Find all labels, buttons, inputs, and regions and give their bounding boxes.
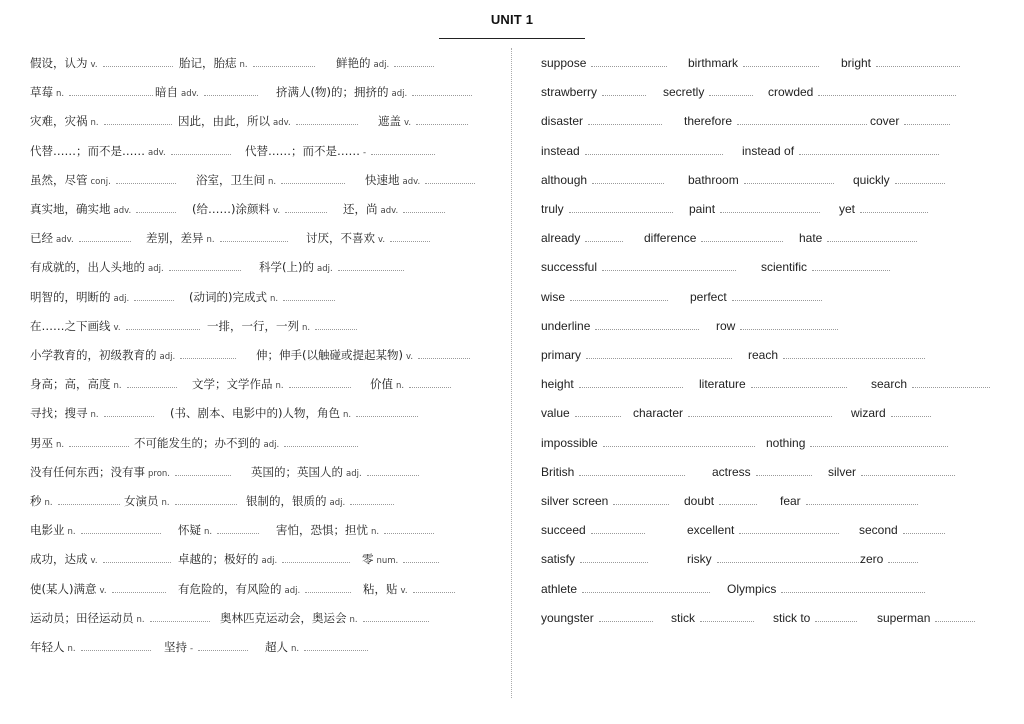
answer-blank[interactable] [586, 346, 732, 359]
answer-blank[interactable] [732, 288, 822, 301]
chinese-meaning: 小学教育的，初级教育的 [30, 348, 157, 362]
english-entry [687, 519, 839, 539]
answer-blank[interactable] [570, 288, 668, 301]
english-word: superman [877, 610, 931, 625]
part-of-speech: adj. [391, 89, 408, 100]
english-word: secretly [663, 85, 705, 100]
part-of-speech: adj. [113, 293, 130, 304]
chinese-meaning: 一排，一行，一列 [207, 318, 299, 333]
answer-blank[interactable] [595, 317, 699, 330]
english-row [0, 607, 1024, 627]
english-entry [541, 227, 623, 247]
answer-blank[interactable] [569, 200, 673, 213]
chinese-meaning: 已经 [30, 231, 53, 246]
english-word: risky [687, 552, 712, 567]
english-word: cover [870, 114, 900, 129]
english-word: primary [541, 348, 582, 362]
part-of-speech: n. [204, 527, 213, 538]
english-word: Olympics [727, 581, 777, 596]
chinese-meaning: 奥林匹克运动会，奥运会 [220, 610, 347, 625]
chinese-meaning: 虽然，尽管 [30, 172, 88, 187]
part-of-speech: n. [44, 498, 53, 508]
english-entry [541, 548, 648, 568]
english-entry [761, 256, 890, 276]
title-underline [439, 38, 585, 39]
answer-blank[interactable] [602, 258, 736, 271]
chinese-meaning: 秒 [30, 494, 42, 508]
chinese-meaning: 没有任何东西；没有事 [30, 464, 145, 479]
answer-blank[interactable] [603, 434, 755, 447]
answer-blank[interactable] [935, 609, 975, 622]
part-of-speech: adj. [329, 498, 346, 508]
answer-blank[interactable] [585, 229, 623, 242]
part-of-speech: conj. [90, 176, 111, 187]
answer-blank[interactable] [815, 609, 857, 622]
chinese-meaning: 因此，由此，所以 [178, 114, 270, 129]
english-word: impossible [541, 435, 598, 450]
chinese-meaning: 害怕，恐惧；担忧 [276, 523, 368, 538]
part-of-speech: adj. [159, 352, 176, 362]
part-of-speech: adv. [56, 235, 74, 246]
english-entry [716, 315, 838, 335]
english-entry [541, 110, 662, 130]
english-word: instead [541, 143, 580, 158]
answer-blank[interactable] [783, 346, 925, 359]
answer-blank[interactable] [912, 375, 990, 388]
part-of-speech: n. [90, 410, 99, 421]
english-entry [828, 461, 955, 481]
part-of-speech: adv. [148, 147, 166, 158]
answer-blank[interactable] [740, 317, 838, 330]
answer-blank[interactable] [806, 492, 918, 505]
chinese-meaning: 零 [362, 552, 374, 567]
english-word: disaster [541, 114, 584, 129]
part-of-speech: - [363, 147, 367, 158]
english-entry [541, 490, 669, 510]
chinese-meaning: 卓越的；极好的 [178, 552, 259, 567]
english-word: bathroom [688, 172, 739, 187]
chinese-meaning: 挤满人(物)的；拥挤的 [276, 85, 389, 100]
part-of-speech: adv. [380, 206, 399, 216]
english-word: stick [671, 610, 695, 625]
english-word: birthmark [688, 56, 739, 70]
answer-blank[interactable] [613, 492, 669, 505]
english-entry [541, 373, 683, 393]
english-word: actress [712, 464, 751, 479]
english-entry [839, 198, 928, 218]
english-row [0, 402, 1024, 422]
part-of-speech: pron. [148, 468, 170, 479]
english-word: stick to [773, 610, 811, 625]
chinese-meaning: 女演员 [124, 494, 159, 508]
english-word: height [541, 377, 574, 392]
part-of-speech: n. [268, 176, 277, 187]
english-entry [541, 315, 699, 335]
english-entry [541, 344, 732, 364]
english-entry [727, 578, 925, 598]
part-of-speech: num. [376, 556, 399, 567]
chinese-meaning: 草莓 [30, 85, 53, 100]
part-of-speech: n. [161, 498, 170, 508]
answer-blank[interactable] [579, 463, 685, 476]
answer-blank[interactable] [861, 463, 955, 476]
english-entry [687, 548, 863, 568]
answer-blank[interactable] [751, 375, 847, 388]
answer-blank[interactable] [743, 54, 819, 67]
english-entry [671, 607, 754, 627]
answer-blank[interactable] [81, 638, 151, 651]
answer-blank[interactable] [904, 112, 950, 125]
english-entry [748, 344, 925, 364]
english-entry [541, 169, 664, 189]
english-entry [768, 81, 956, 101]
english-row [0, 198, 1024, 218]
english-row [0, 432, 1024, 452]
chinese-meaning: 科学(上)的 [259, 260, 314, 275]
english-word: hate [799, 231, 823, 246]
answer-blank[interactable] [737, 112, 867, 125]
chinese-meaning: 真实地，确实地 [30, 202, 111, 216]
english-entry [644, 227, 783, 247]
answer-blank[interactable] [799, 142, 939, 155]
english-word: row [716, 318, 736, 333]
english-entry [841, 52, 960, 72]
english-row [0, 315, 1024, 335]
chinese-meaning: (动词的)完成式 [189, 289, 267, 304]
english-row [0, 373, 1024, 393]
english-word: successful [541, 260, 598, 275]
part-of-speech: n. [56, 439, 65, 450]
english-entry [799, 227, 917, 247]
english-entry [541, 256, 736, 276]
english-entry [853, 169, 945, 189]
chinese-meaning: 差别，差异 [146, 231, 204, 246]
english-entry [860, 548, 918, 568]
part-of-speech: v. [405, 352, 414, 362]
english-entry [541, 519, 645, 539]
english-word: perfect [690, 289, 727, 304]
chinese-meaning: 还，尚 [343, 202, 378, 216]
english-entry [780, 490, 918, 510]
part-of-speech: adj. [263, 439, 280, 450]
chinese-meaning: 讨厌，不喜欢 [306, 231, 375, 246]
answer-blank[interactable] [582, 580, 710, 593]
answer-blank[interactable] [688, 404, 832, 417]
chinese-entry [30, 636, 151, 656]
part-of-speech: n. [67, 527, 76, 538]
english-word: instead of [742, 143, 795, 158]
chinese-meaning: 电影业 [30, 523, 65, 538]
english-word: already [541, 231, 581, 246]
answer-blank[interactable] [781, 580, 925, 593]
english-word: succeed [541, 523, 586, 538]
chinese-meaning: (书、剧本、电影中的)人物，角色 [170, 406, 340, 421]
chinese-meaning: 文学；文学作品 [192, 377, 273, 392]
part-of-speech: n. [67, 644, 76, 654]
english-word: truly [541, 202, 564, 216]
chinese-meaning: 鲜艳的 [336, 56, 371, 70]
english-entry [541, 52, 667, 72]
answer-blank[interactable] [591, 54, 667, 67]
part-of-speech: n. [206, 235, 215, 246]
part-of-speech: n. [371, 527, 380, 538]
english-word: underline [541, 318, 591, 333]
chinese-meaning: 胎记，胎痣 [179, 56, 237, 70]
english-entry [541, 198, 673, 218]
english-entry [742, 140, 939, 160]
part-of-speech: adj. [284, 585, 301, 596]
chinese-entry [265, 636, 368, 656]
english-word: silver screen [541, 494, 609, 508]
english-word: paint [689, 202, 716, 216]
answer-blank[interactable] [575, 404, 621, 417]
english-row [0, 256, 1024, 276]
english-row [0, 81, 1024, 101]
part-of-speech: n. [239, 60, 248, 70]
chinese-meaning: 不可能发生的；办不到的 [134, 435, 261, 450]
page-title: UNIT 1 [490, 12, 534, 27]
english-entry [541, 140, 723, 160]
answer-blank[interactable] [744, 171, 834, 184]
english-entry [766, 432, 948, 452]
english-entry [684, 110, 867, 130]
chinese-meaning: 价值 [370, 377, 393, 392]
answer-blank[interactable] [810, 434, 948, 447]
english-entry [541, 461, 685, 481]
chinese-meaning: 运动员；田径运动员 [30, 610, 134, 625]
answer-blank[interactable] [580, 550, 648, 563]
english-row [0, 52, 1024, 72]
english-row [0, 490, 1024, 510]
part-of-speech: n. [302, 322, 311, 333]
answer-blank[interactable] [903, 521, 945, 534]
english-entry [773, 607, 857, 627]
english-word: quickly [853, 172, 890, 187]
part-of-speech: adv. [402, 176, 421, 187]
english-word: British [541, 464, 575, 479]
answer-blank[interactable] [585, 142, 723, 155]
english-entry [541, 286, 668, 306]
part-of-speech: adj. [148, 264, 164, 275]
english-word: scientific [761, 260, 808, 275]
answer-blank[interactable] [602, 83, 646, 96]
english-word: athlete [541, 581, 578, 596]
english-word: excellent [687, 523, 735, 538]
chinese-meaning: 明智的，明断的 [30, 289, 111, 304]
answer-blank[interactable] [812, 258, 890, 271]
english-word: yet [839, 202, 856, 216]
english-entry [689, 198, 820, 218]
english-row [0, 227, 1024, 247]
chinese-meaning: (给……)涂颜料 [192, 202, 270, 216]
english-word: value [541, 406, 570, 421]
answer-blank[interactable] [579, 375, 683, 388]
english-row [0, 344, 1024, 364]
english-word: difference [644, 231, 697, 246]
english-word: wise [541, 289, 566, 304]
english-word: second [859, 523, 898, 538]
english-row [0, 140, 1024, 160]
english-entry [541, 81, 646, 101]
english-entry [633, 402, 832, 422]
english-entry [877, 607, 975, 627]
answer-blank[interactable] [818, 83, 956, 96]
answer-blank[interactable] [599, 609, 653, 622]
english-entry [712, 461, 812, 481]
english-word: literature [699, 377, 746, 392]
english-word: bright [841, 56, 872, 70]
english-word: satisfy [541, 552, 576, 567]
chinese-meaning: 有成就的，出人头地的 [30, 260, 145, 275]
answer-blank[interactable] [888, 550, 918, 563]
answer-blank[interactable] [876, 54, 960, 67]
part-of-speech: n. [113, 381, 122, 392]
answer-blank[interactable] [719, 492, 757, 505]
answer-blank[interactable] [709, 83, 753, 96]
answer-blank[interactable] [860, 200, 928, 213]
english-entry [541, 578, 710, 598]
part-of-speech: adv. [181, 89, 199, 100]
english-entry [688, 52, 819, 72]
part-of-speech: v. [90, 60, 98, 70]
chinese-meaning: 粘，贴 [363, 581, 398, 596]
english-entry [663, 81, 753, 101]
chinese-meaning: 假设，认为 [30, 56, 88, 70]
part-of-speech: adv. [113, 206, 132, 216]
english-entry [684, 490, 757, 510]
part-of-speech: n. [56, 89, 65, 100]
english-word: character [633, 406, 684, 421]
english-word: although [541, 172, 588, 187]
answer-blank[interactable] [588, 112, 662, 125]
english-entry [851, 402, 931, 422]
english-entry [870, 110, 950, 130]
part-of-speech: adj. [261, 556, 278, 567]
chinese-meaning: 灾难，灾祸 [30, 114, 88, 129]
part-of-speech: v. [272, 206, 281, 216]
answer-blank[interactable] [720, 200, 820, 213]
chinese-meaning: 快速地 [365, 172, 400, 187]
english-word: reach [748, 348, 779, 362]
answer-blank[interactable] [891, 404, 931, 417]
chinese-meaning: 怀疑 [178, 523, 201, 538]
english-word: suppose [541, 56, 587, 70]
english-row [0, 519, 1024, 539]
part-of-speech: n. [269, 293, 279, 304]
chinese-meaning: 使(某人)满意 [30, 581, 97, 596]
chinese-entry [164, 636, 248, 656]
english-row [0, 461, 1024, 481]
chinese-meaning: 代替……；而不是…… [245, 143, 360, 158]
part-of-speech: v. [378, 235, 386, 246]
answer-blank[interactable] [591, 521, 645, 534]
answer-blank[interactable] [304, 638, 368, 651]
part-of-speech: n. [396, 381, 405, 392]
english-word: nothing [766, 435, 806, 450]
answer-blank[interactable] [739, 521, 839, 534]
part-of-speech: - [190, 644, 194, 654]
part-of-speech: adj. [373, 60, 390, 70]
answer-blank[interactable] [717, 550, 863, 563]
english-row [0, 169, 1024, 189]
chinese-meaning: 银制的，银质的 [246, 494, 327, 508]
chinese-meaning: 寻找；搜寻 [30, 406, 88, 421]
chinese-meaning: 代替……；而不是…… [30, 143, 145, 158]
english-entry [871, 373, 990, 393]
english-row [0, 548, 1024, 568]
answer-blank[interactable] [756, 463, 812, 476]
part-of-speech: v. [400, 585, 408, 596]
answer-blank[interactable] [592, 171, 664, 184]
chinese-meaning: 坚持 [164, 640, 187, 654]
english-entry [541, 432, 755, 452]
english-entry [690, 286, 822, 306]
english-word: silver [828, 464, 857, 479]
part-of-speech: v. [113, 322, 121, 333]
answer-blank[interactable] [198, 638, 248, 651]
english-row [0, 110, 1024, 130]
part-of-speech: n. [136, 614, 145, 625]
english-row [0, 578, 1024, 598]
chinese-meaning: 男巫 [30, 435, 53, 450]
chinese-meaning: 超人 [265, 640, 288, 654]
part-of-speech: n. [275, 381, 284, 392]
english-word: youngster [541, 610, 594, 625]
english-row [0, 286, 1024, 306]
part-of-speech: n. [90, 118, 99, 129]
chinese-meaning: 英国的；英国人的 [251, 464, 343, 479]
chinese-meaning: 成功，达成 [30, 552, 88, 567]
part-of-speech: adj. [346, 468, 362, 479]
english-entry [541, 402, 621, 422]
english-word: therefore [684, 114, 733, 129]
english-word: fear [780, 494, 801, 508]
english-entry [541, 607, 653, 627]
english-entry [699, 373, 847, 393]
chinese-meaning: 暗自 [155, 85, 178, 100]
english-entry [859, 519, 945, 539]
part-of-speech: adv. [273, 118, 291, 129]
chinese-meaning: 在……之下画线 [30, 318, 111, 333]
part-of-speech: adj. [316, 264, 333, 275]
english-entry [688, 169, 834, 189]
english-word: search [871, 377, 908, 392]
english-word: wizard [851, 406, 886, 421]
chinese-row [0, 636, 1024, 656]
part-of-speech: v. [404, 118, 412, 129]
part-of-speech: v. [99, 585, 107, 596]
answer-blank[interactable] [895, 171, 945, 184]
chinese-meaning: 浴室，卫生间 [196, 172, 265, 187]
chinese-meaning: 身高；高，高度 [30, 377, 111, 392]
chinese-meaning: 有危险的，有风险的 [178, 581, 282, 596]
chinese-meaning: 年轻人 [30, 640, 65, 654]
answer-blank[interactable] [827, 229, 917, 242]
english-word: crowded [768, 85, 814, 100]
part-of-speech: v. [90, 556, 98, 567]
chinese-meaning: 伸；伸手(以触碰或提起某物) [256, 348, 403, 362]
chinese-meaning: 遮盖 [378, 114, 401, 129]
english-word: strawberry [541, 85, 598, 100]
part-of-speech: n. [342, 410, 352, 421]
part-of-speech: n. [349, 614, 358, 625]
english-word: zero [860, 552, 884, 567]
answer-blank[interactable] [700, 609, 754, 622]
english-word: doubt [684, 494, 715, 508]
answer-blank[interactable] [701, 229, 783, 242]
part-of-speech: n. [291, 644, 300, 654]
